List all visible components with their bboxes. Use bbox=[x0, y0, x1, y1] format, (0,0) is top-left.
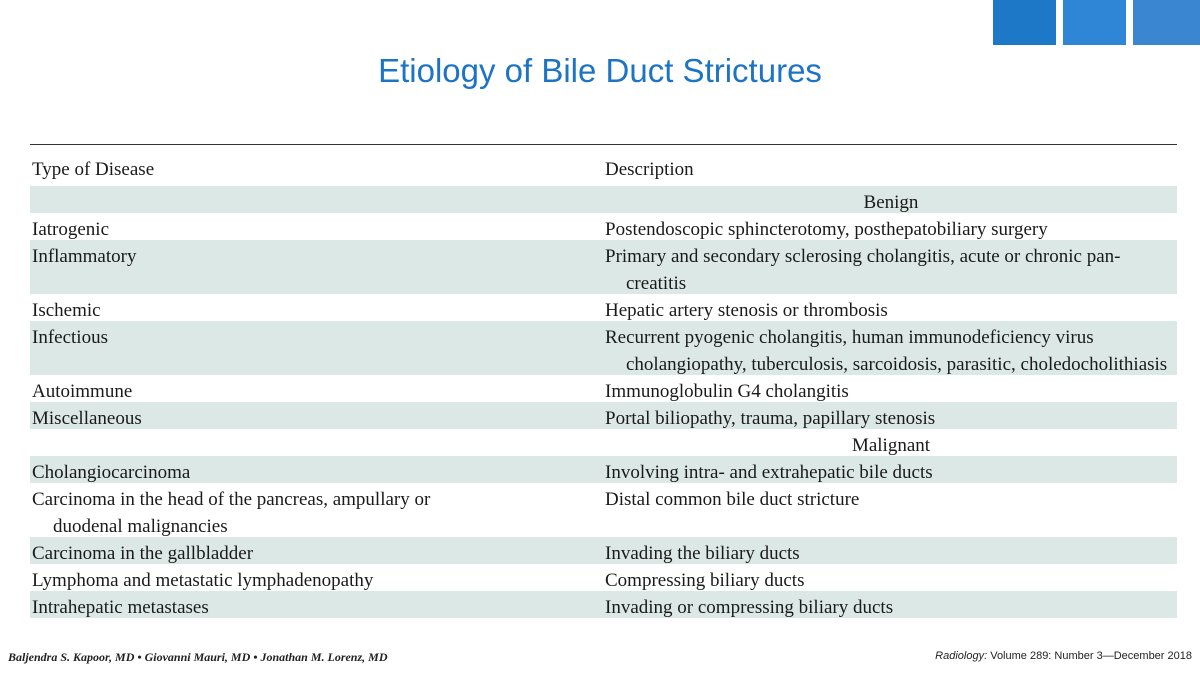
header-description: Description bbox=[605, 159, 694, 180]
description-line: Recurrent pyogenic cholangitis, human immunodeficiency virus bbox=[605, 327, 1094, 348]
table-row bbox=[30, 321, 1177, 375]
section-benign bbox=[30, 186, 1177, 213]
disease-type: Carcinoma in the gallbladder bbox=[32, 543, 254, 564]
section-label: Malignant bbox=[851, 435, 931, 456]
table-row bbox=[30, 456, 1177, 483]
disease-type: Lymphoma and metastatic lymphadenopathy bbox=[32, 570, 374, 591]
disease-type: Autoimmune bbox=[32, 381, 133, 402]
table-row bbox=[30, 240, 1177, 294]
table-row bbox=[30, 294, 1177, 321]
disease-description bbox=[605, 243, 1120, 297]
corner-block-2 bbox=[1063, 0, 1126, 45]
slide-title: Etiology of Bile Duct Strictures bbox=[378, 52, 822, 89]
disease-type: Ischemic bbox=[32, 300, 101, 321]
disease-description: Immunoglobulin G4 cholangitis bbox=[605, 381, 849, 402]
disease-type: Infectious bbox=[32, 327, 108, 348]
header-type-of-disease: Type of Disease bbox=[32, 159, 155, 180]
section-label: Benign bbox=[863, 192, 919, 213]
etiology-table bbox=[30, 144, 1177, 618]
disease-type: Miscellaneous bbox=[32, 408, 142, 429]
disease-type bbox=[32, 486, 430, 540]
disease-description: Invading the biliary ducts bbox=[605, 543, 800, 564]
disease-description: Postendoscopic sphincterotomy, posthepatobiliary surgery bbox=[605, 219, 1048, 240]
journal-name: Radiology: bbox=[935, 650, 988, 662]
disease-description: Involving intra- and extrahepatic bile ducts bbox=[605, 462, 933, 483]
corner-block-3 bbox=[1133, 0, 1200, 45]
disease-type: Iatrogenic bbox=[32, 219, 110, 240]
table-row bbox=[30, 483, 1177, 537]
table-header bbox=[30, 145, 1177, 186]
footer-authors: Baljendra S. Kapoor, MD • Giovanni Mauri, MD • Jonathan M. Lorenz, MD bbox=[8, 650, 388, 664]
corner-block-1 bbox=[993, 0, 1056, 45]
disease-type: Intrahepatic metastases bbox=[32, 597, 209, 618]
description-line: Primary and secondary sclerosing cholangitis, acute or chronic pan- bbox=[605, 246, 1121, 267]
disease-description: Invading or compressing biliary ducts bbox=[605, 597, 894, 618]
table-row bbox=[30, 402, 1177, 429]
citation-text: Volume 289: Number 3—December 2018 bbox=[987, 650, 1192, 662]
disease-description: Portal biliopathy, trauma, papillary stenosis bbox=[605, 408, 936, 429]
disease-type: Cholangiocarcinoma bbox=[32, 462, 191, 483]
table-row bbox=[30, 537, 1177, 564]
section-malignant bbox=[30, 429, 1177, 456]
type-line: Carcinoma in the head of the pancreas, ampullary or bbox=[32, 489, 431, 510]
description-line: creatitis bbox=[626, 273, 687, 294]
disease-type: Inflammatory bbox=[32, 246, 137, 267]
disease-description: Compressing biliary ducts bbox=[605, 570, 805, 591]
type-line: duodenal malignancies bbox=[53, 516, 228, 537]
footer-citation bbox=[935, 650, 1192, 662]
disease-description: Distal common bile duct stricture bbox=[605, 489, 860, 510]
table-row bbox=[30, 591, 1177, 618]
table-row bbox=[30, 213, 1177, 240]
table-row bbox=[30, 564, 1177, 591]
disease-description: Hepatic artery stenosis or thrombosis bbox=[605, 300, 888, 321]
disease-description bbox=[605, 324, 1167, 378]
table-row bbox=[30, 375, 1177, 402]
description-line: cholangiopathy, tuberculosis, sarcoidosis, parasitic, choledocholithiasis bbox=[626, 354, 1168, 375]
